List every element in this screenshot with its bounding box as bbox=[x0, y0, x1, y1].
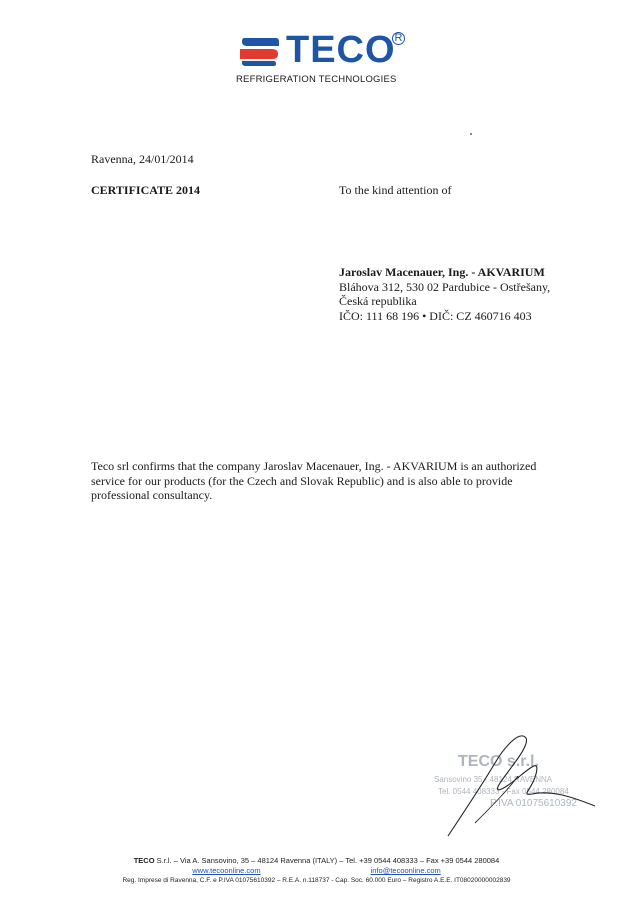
footer-contact: S.r.l. – Via A. Sansovino, 35 – 48124 Ravenna (ITALY) – Tel. +39 0544 408333 – Fax +39 0544 280084 bbox=[156, 856, 500, 865]
signature-icon bbox=[448, 736, 595, 836]
registered-mark: R bbox=[392, 32, 405, 45]
recipient-street: Bláhova 312, 530 02 Pardubice - Ostřešany, bbox=[339, 279, 551, 294]
recipient-ids: IČO: 111 68 196 • DIČ: CZ 460716 403 bbox=[339, 308, 532, 323]
footer-company: TECO bbox=[133, 856, 155, 865]
place-date: Ravenna, 24/01/2014 bbox=[91, 152, 194, 166]
stamp-line-4: P.IVA 01075610392 bbox=[490, 798, 577, 809]
footer-line-2 bbox=[0, 866, 633, 876]
logo-wordmark: TECO bbox=[286, 29, 396, 71]
footer-line-1 bbox=[0, 856, 633, 866]
logo-tagline: REFRIGERATION TECHNOLOGIES bbox=[236, 74, 397, 85]
teco-logo-mark-icon bbox=[238, 34, 280, 68]
scan-speck bbox=[470, 133, 472, 135]
stamp-line-3: Tel. 0544 408333 - Fax 0544 280084 bbox=[438, 787, 569, 796]
certificate-title: CERTIFICATE 2014 bbox=[91, 183, 201, 197]
certificate-body: Teco srl confirms that the company Jaroslav Macenauer, Ing. - AKVARIUM is an authorized service for our products (for the Czech and Slovak Republic) and is also able to provide professional consultancy. bbox=[91, 459, 537, 502]
recipient-name: Jaroslav Macenauer, Ing. - AKVARIUM bbox=[339, 265, 545, 279]
recipient-country: Česká republika bbox=[339, 294, 417, 308]
attention-line: To the kind attention of bbox=[339, 183, 452, 197]
stamp-line-2: Sansovino 35 - 48124 RAVENNA bbox=[434, 775, 553, 784]
footer-website-link[interactable]: www.tecoonline.com bbox=[192, 866, 261, 875]
footer-line-3: Reg. Imprese di Ravenna, C.F. e P.IVA 01075610392 – R.E.A. n.118737 - Cap. Soc. 60.000 Euro – Registro A.E.E. IT08020000002839 bbox=[122, 877, 511, 884]
teco-logo bbox=[232, 28, 407, 90]
footer-email-link[interactable]: info@tecoonline.com bbox=[370, 866, 441, 875]
letter-footer bbox=[0, 856, 633, 885]
stamp-line-1: TECO s.r.l. bbox=[458, 753, 539, 770]
recipient-address bbox=[339, 265, 550, 323]
company-stamp-signature bbox=[420, 728, 610, 838]
